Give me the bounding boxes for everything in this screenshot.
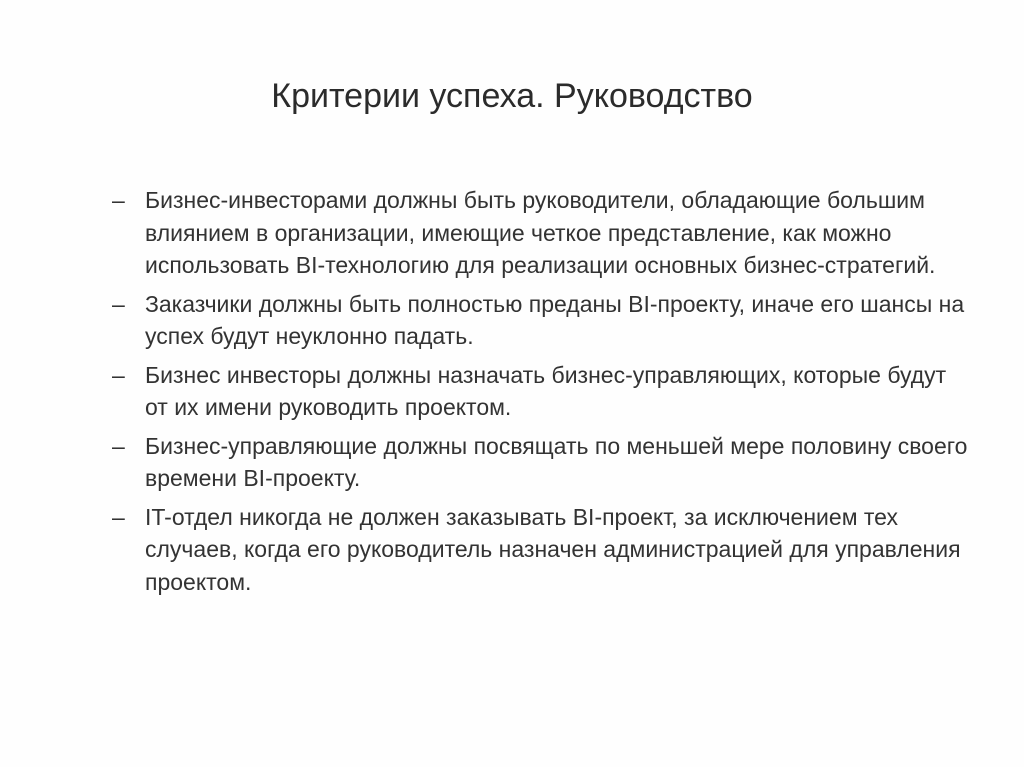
bullet-item <box>112 288 972 353</box>
bullet-text: Бизнес-управляющие должны посвящать по меньшей мере половину своего времени BI-проекту. <box>145 432 968 491</box>
bullet-dash: – <box>112 290 125 317</box>
bullet-dash: – <box>112 503 125 530</box>
bullet-item <box>112 184 972 282</box>
bullet-text: Бизнес инвесторы должны назначать бизнес-управляющих, которые будут от их имени руководить проектом. <box>145 361 947 420</box>
bullet-text: IT-отдел никогда не должен заказывать BI-проект, за исключением тех случаев, когда его руководитель назначен администрацией для управления проектом. <box>145 503 961 595</box>
bullet-text: Бизнес-инвесторами должны быть руководители, обладающие большим влиянием в организации, имеющие четкое представление, как можно использовать BI-технологию для реализации основных бизнес-стратегий. <box>145 187 936 278</box>
slide-title: Критерии успеха. Руководство <box>271 77 753 115</box>
bullet-dash: – <box>112 361 125 388</box>
bullet-list <box>112 184 972 604</box>
bullet-item <box>112 359 972 424</box>
bullet-item <box>112 430 972 495</box>
bullet-text: Заказчики должны быть полностью преданы BI-проекту, иначе его шансы на успех будут неуклонно падать. <box>145 290 965 349</box>
bullet-item <box>112 501 972 599</box>
bullet-dash: – <box>112 432 125 459</box>
bullet-dash: – <box>112 187 125 213</box>
